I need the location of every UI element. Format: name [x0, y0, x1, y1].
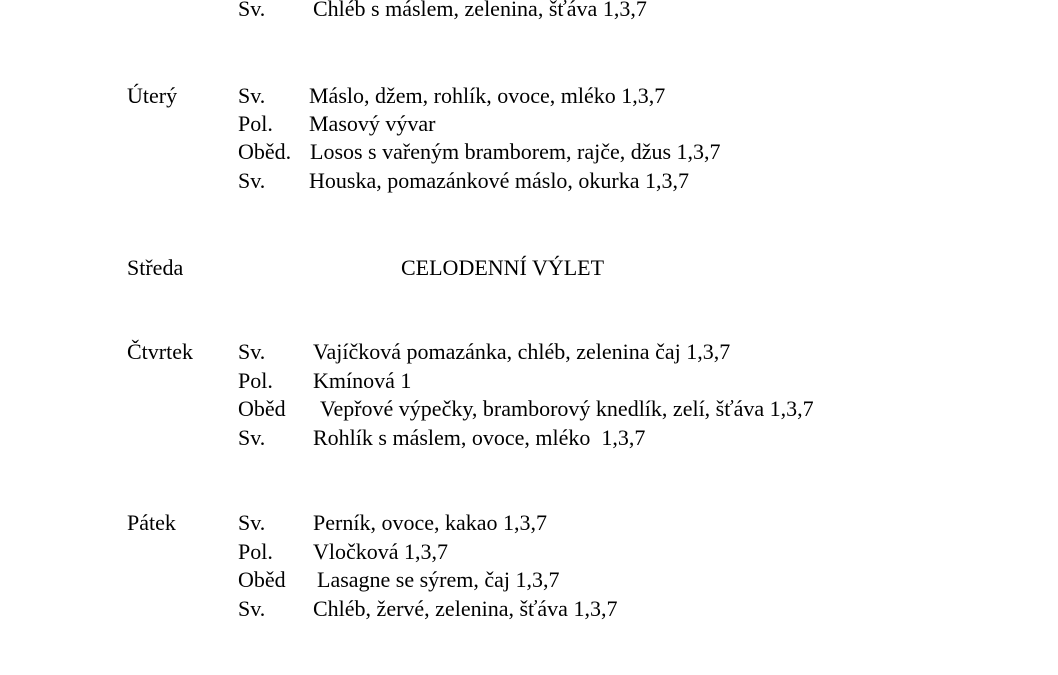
wednesday-trip-note: CELODENNÍ VÝLET	[401, 255, 605, 280]
thursday-snack-text: Rohlík s máslem, ovoce, mléko 1,3,7	[313, 425, 646, 450]
tuesday-lunch-label: Oběd.	[238, 139, 292, 164]
thursday-snack-label: Sv.	[238, 425, 266, 450]
monday-snack-text: Chléb s máslem, zelenina, šťáva 1,3,7	[313, 0, 647, 21]
day-name-friday: Pátek	[127, 510, 176, 535]
tuesday-soup-label: Pol.	[238, 111, 273, 136]
tuesday-soup-text: Masový vývar	[309, 111, 436, 136]
day-name-wednesday: Středa	[127, 255, 184, 280]
friday-snack-text: Chléb, žervé, zelenina, šťáva 1,3,7	[313, 596, 618, 621]
tuesday-breakfast-label: Sv.	[238, 83, 266, 108]
tuesday-breakfast-text: Máslo, džem, rohlík, ovoce, mléko 1,3,7	[309, 83, 666, 108]
friday-lunch-text: Lasagne se sýrem, čaj 1,3,7	[317, 567, 560, 592]
tuesday-snack-label: Sv.	[238, 168, 266, 193]
thursday-soup-text: Kmínová 1	[313, 368, 412, 393]
tuesday-snack-text: Houska, pomazánkové máslo, okurka 1,3,7	[309, 168, 690, 193]
friday-breakfast-text: Perník, ovoce, kakao 1,3,7	[313, 510, 547, 535]
thursday-lunch-text: Vepřové výpečky, bramborový knedlík, zelí, šťáva 1,3,7	[320, 396, 814, 421]
day-name-thursday: Čtvrtek	[127, 339, 193, 364]
friday-breakfast-label: Sv.	[238, 510, 266, 535]
friday-soup-text: Vločková 1,3,7	[313, 539, 449, 564]
day-name-tuesday: Úterý	[127, 83, 178, 108]
thursday-soup-label: Pol.	[238, 368, 273, 393]
tuesday-lunch-text: Losos s vařeným bramborem, rajče, džus 1,3,7	[310, 139, 721, 164]
thursday-breakfast-label: Sv.	[238, 339, 266, 364]
monday-snack-label: Sv.	[238, 0, 266, 21]
friday-snack-label: Sv.	[238, 596, 266, 621]
thursday-breakfast-text: Vajíčková pomazánka, chléb, zelenina čaj 1,3,7	[313, 339, 731, 364]
friday-lunch-label: Oběd	[238, 567, 286, 592]
friday-soup-label: Pol.	[238, 539, 273, 564]
thursday-lunch-label: Oběd	[238, 396, 286, 421]
